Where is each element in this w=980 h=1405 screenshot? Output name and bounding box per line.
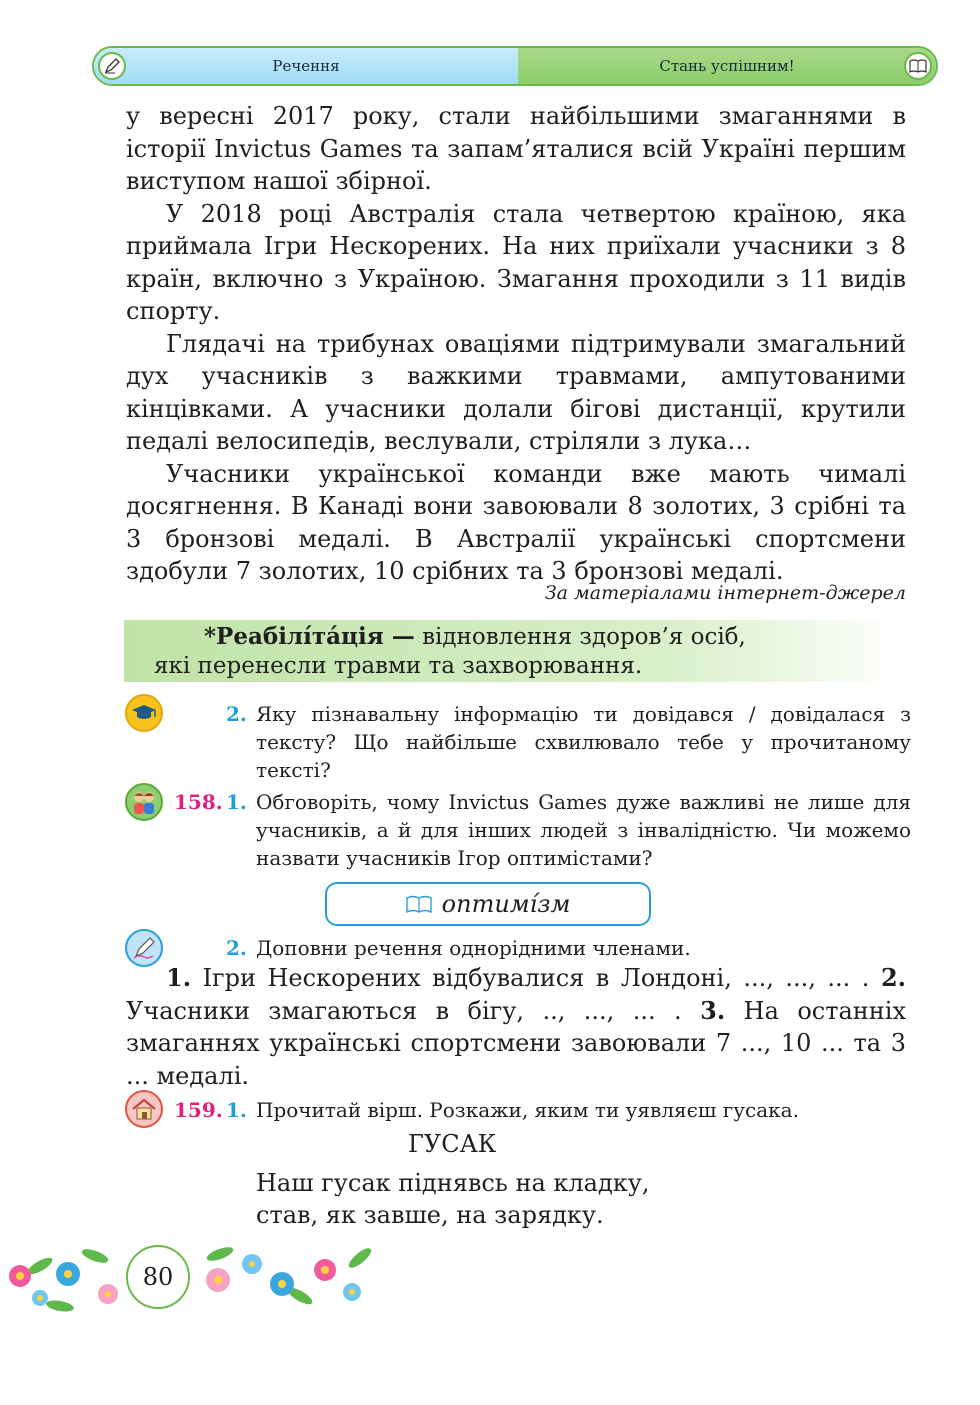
paragraph: У 2018 році Австралія стала четвертою країною, яка приймала Ігри Нескорених. На них приїхали учасники з 8 країн, включно з Україною. Змагання проходили з 11 видів спорту. [126,199,906,325]
sentence-text: Ігри Нескорених відбувалися в Лондоні, ..., ..., ... . [191,964,870,992]
sentence-number: 3. [700,995,726,1025]
book-icon [904,52,932,80]
exercise-sentences [126,962,906,1092]
task-text: Прочитай вірш. Розкажи, яким ти уявляєш гусака. [256,1098,799,1122]
header-title-left: Речення [272,57,340,75]
task-157-2 [126,700,911,784]
definition-box [124,620,902,682]
task-sub-number: 2. [226,936,247,960]
flower-decoration-icon [0,1236,400,1320]
task-number: 159. [174,1098,223,1122]
definition-text: відновлення здоров’я осіб, [414,624,746,650]
page-header [92,46,938,86]
task-sub-number: 1. [226,1098,247,1122]
task-159-1 [126,1096,911,1124]
poem-title: ГУСАК [408,1130,497,1158]
poem-line: став, як завше, на зарядку. [256,1201,604,1229]
sentence-number: 1. [166,963,192,992]
paragraph: Глядачі на трибунах оваціями підтримували змагальний дух учасників з важкими травмами, ампутованими кінцівками. А учасники долали бігові дистанції, крутили педалі велосипедів, веслували, стріляли з лука… [126,329,906,455]
definition-line-2: які перенесли травми та захворювання. [154,653,643,679]
exercise-paragraph [126,962,906,1092]
sentence-text: Учасники змагаються в бігу, .., ..., ... . [126,996,682,1025]
book-icon [406,895,432,913]
sentence-text: На останніх змаганнях українські спортсмени завоювали 7 ..., 10 ... та 3 ... медалі. [126,996,907,1090]
header-section-right [518,48,936,84]
main-text [126,100,906,588]
task-text: Яку пізнавальну інформацію ти довідався / довідалася з тексту? Що найбільше схвилювало тебе у прочитаному тексті? [256,702,911,782]
vocabulary-word: оптимі́зм [441,890,571,918]
task-158-2 [126,934,911,962]
task-text: Обговоріть, чому Invictus Games дуже важливі не лише для учасників, а й для інших людей з інвалідністю. Чи можемо назвати учасників Ігор оптимістами? [256,790,911,870]
header-section-left [94,48,518,84]
source-attribution: За матеріалами інтернет-джерел [544,582,906,604]
header-title-right: Стань успішним! [659,57,795,75]
page-number: 80 [126,1245,190,1309]
task-sub-number: 1. [226,790,247,814]
sentence-number: 2. [880,963,906,992]
vocabulary-word-box [325,882,651,926]
task-sub-number: 2. [226,702,247,726]
task-number: 158. [174,790,223,814]
task-text: Доповни речення однорідними членами. [256,936,691,960]
definition-term: *Реабілíта́ція — [204,623,415,650]
poem-line: Наш гусак піднявсь на кладку, [256,1169,650,1197]
definition-line-1 [154,622,902,652]
task-158-1 [126,788,911,872]
paragraph: у вересні 2017 року, стали найбільшими змаганнями в історії Invictus Games та запам’яталися всій Україні першим виступом нашої збірної. [126,102,906,195]
pen-icon [98,52,126,80]
poem [256,1167,650,1231]
paragraph: Учасники української команди вже мають чималі досягнення. В Канаді вони завоювали 8 золотих, 3 срібні та 3 бронзові медалі. В Австралії українські спортсмени здобули 7 золотих, 10 срібних та 3 бронзові медалі. [126,459,906,585]
